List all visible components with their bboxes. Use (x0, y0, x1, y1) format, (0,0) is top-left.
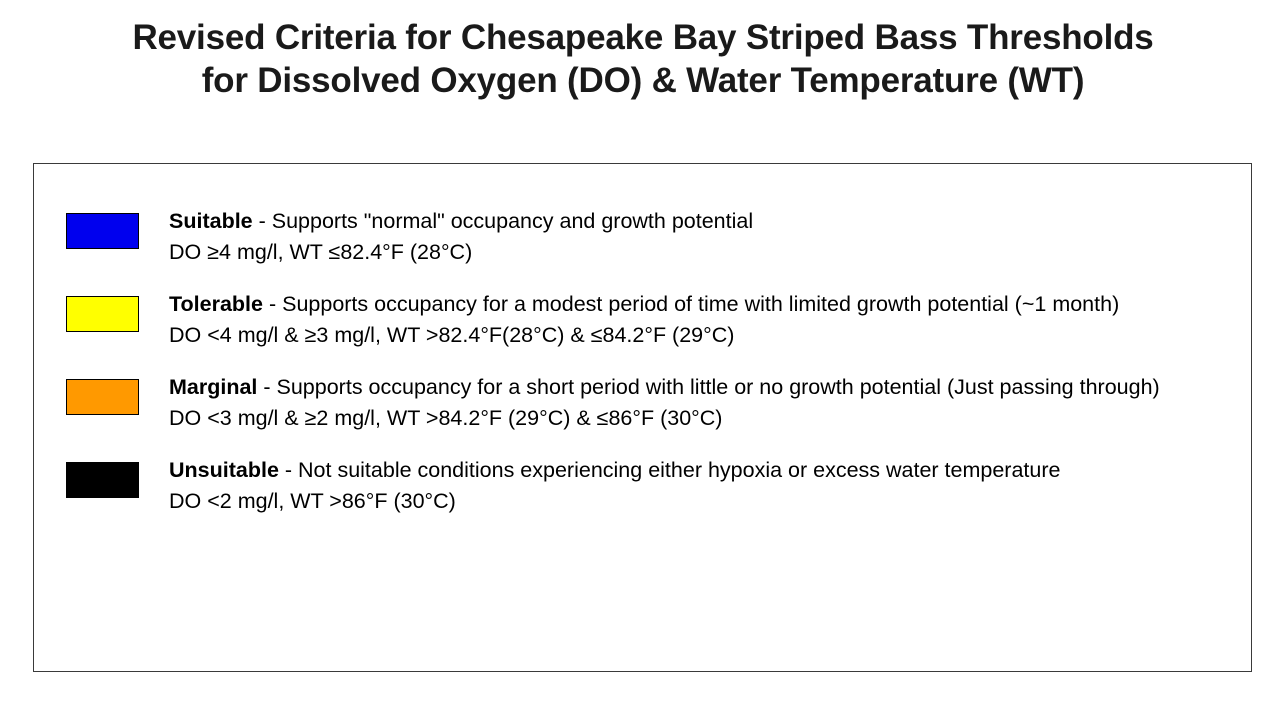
page-title (0, 0, 1286, 103)
legend-list (34, 164, 1251, 516)
legend-item-description: - Not suitable conditions experiencing either hypoxia or excess water temperature (278, 458, 1061, 483)
color-swatch-marginal (66, 379, 139, 415)
legend-item-values: DO ≥4 mg/l, WT ≤82.4°F (28°C) (169, 239, 473, 264)
legend-item-values: DO <2 mg/l, WT >86°F (30°C) (169, 488, 456, 513)
legend-item-text (169, 372, 1160, 433)
color-swatch-suitable (66, 213, 139, 249)
legend-item-text (169, 206, 753, 267)
title-line-2: for Dissolved Oxygen (DO) & Water Temperature (WT) (201, 61, 1085, 101)
legend-item-text (169, 455, 1060, 516)
legend-item-label: Tolerable (169, 292, 263, 317)
legend-item (66, 455, 1225, 516)
legend-item-label: Suitable (169, 209, 253, 233)
legend-item-text (169, 289, 1119, 350)
legend-item-description: - Supports occupancy for a modest period of time with limited growth potential (~1 month) (263, 292, 1120, 317)
legend-item-label: Unsuitable (169, 458, 279, 483)
legend-item-values: DO <3 mg/l & ≥2 mg/l, WT >84.2°F (29°C) & ≤86°F (30°C) (169, 405, 723, 430)
legend-item-description: - Supports occupancy for a short period with little or no growth potential (Just passing through) (257, 375, 1160, 400)
legend-item-label: Marginal (169, 375, 258, 400)
title-line-1: Revised Criteria for Chesapeake Bay Striped Bass Thresholds (132, 18, 1154, 57)
color-swatch-tolerable (66, 296, 139, 332)
legend-panel (33, 163, 1252, 672)
color-swatch-unsuitable (66, 462, 139, 498)
legend-item-values: DO <4 mg/l & ≥3 mg/l, WT >82.4°F(28°C) & ≤84.2°F (29°C) (169, 322, 735, 347)
legend-item (66, 289, 1225, 350)
legend-item (66, 372, 1225, 433)
legend-item-description: - Supports "normal" occupancy and growth potential (252, 209, 754, 233)
legend-item (66, 206, 1225, 267)
